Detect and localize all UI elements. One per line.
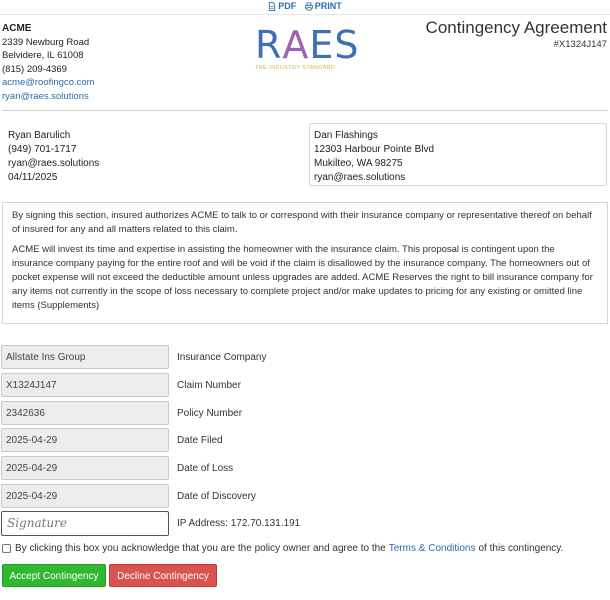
consent-text-end: of this contingency. (478, 543, 564, 554)
raes-logo (255, 23, 360, 74)
date-of-loss-label: Date of Loss (177, 462, 234, 474)
agent-address-line1: 12303 Harbour Pointe Blvd (314, 144, 435, 155)
claim-number-row (1, 373, 241, 397)
file-icon (268, 2, 276, 11)
logo-letter-e: E (309, 23, 335, 67)
ip-address-label: IP Address: 172.70.131.191 (177, 517, 301, 529)
terms-box (2, 202, 608, 324)
date-of-discovery-label: Date of Discovery (177, 490, 256, 502)
insurance-company-row (1, 345, 267, 369)
page-title: Contingency Agreement (425, 18, 607, 37)
date-filed-field[interactable] (1, 428, 169, 452)
logo-letter-s: S (334, 23, 360, 67)
logo-tagline: THE INDUSTRY STANDARD (255, 65, 336, 71)
consent-text: By clicking this box you acknowledge that you are the policy owner and agree to the (15, 543, 386, 554)
policy-number-field[interactable] (1, 401, 169, 425)
agent-address-line2: Mukilteo, WA 98275 (314, 158, 403, 169)
company-email-link-2[interactable]: ryan@raes.solutions (2, 90, 89, 102)
agent-info-box (309, 123, 607, 186)
claim-number-label: Claim Number (177, 379, 241, 391)
insurance-company-field[interactable] (1, 345, 169, 369)
terms-conditions-link[interactable]: Terms & Conditions (388, 543, 476, 554)
terms-contingency: ACME will invest its time and expertise in assisting the homeowner with the insurance claim. This proposal is contingent upon the insurance company paying for the entire roof and will be void if the claim is disallowed by the insurance company. The homeowners out of pocket expense will not exceed the deductible amount unless upgrades are added. ACME Reserves the right to bill insurance company for any items not currently in the scope of loss necessary to complete project and/or make updates to pricing for any existing or omitted line items (Supplements) (12, 244, 593, 311)
policy-number-row (1, 401, 242, 425)
insured-phone: (949) 701-1717 (8, 144, 77, 155)
top-divider (0, 14, 610, 15)
insured-email: ryan@raes.solutions (8, 158, 100, 169)
pdf-link[interactable] (268, 0, 296, 12)
company-email-link[interactable]: acme@roofingco.com (2, 77, 95, 89)
company-address-line2: Belvidere, IL 61008 (2, 50, 84, 62)
print-icon (305, 2, 313, 11)
print-label: PRINT (314, 1, 342, 11)
insurance-company-label: Insurance Company (177, 351, 267, 363)
company-name: ACME (2, 23, 32, 34)
accept-contingency-button[interactable]: Accept Contingency (2, 564, 106, 587)
policy-number-label: Policy Number (177, 407, 243, 419)
insured-info (8, 129, 99, 185)
company-phone: (815) 209-4369 (2, 63, 67, 75)
date-filed-label: Date Filed (177, 434, 223, 446)
terms-authorization: By signing this section, insured authorizes ACME to talk to or correspond with their insurance company or representative thereof on behalf of insured for any and all matters related to this claim. (12, 210, 592, 235)
document-id: #X1324J147 (553, 39, 607, 50)
agent-name: Dan Flashings (314, 130, 378, 141)
signature-row (1, 511, 300, 535)
date-filed-row (1, 428, 223, 452)
agent-email: ryan@raes.solutions (314, 172, 406, 183)
logo-letter-r: R (255, 23, 283, 67)
signature-field[interactable]: Signature (1, 511, 169, 536)
top-toolbar (0, 0, 610, 14)
date-of-loss-row (1, 456, 233, 480)
decline-contingency-button[interactable]: Decline Contingency (109, 564, 217, 587)
logo-letter-a: A (282, 23, 310, 67)
consent-row (2, 543, 563, 554)
company-address-line1: 2339 Newburg Road (2, 36, 90, 48)
date-of-discovery-row (1, 484, 256, 508)
insured-date: 04/11/2025 (8, 172, 58, 183)
header-divider (2, 110, 608, 111)
print-link[interactable] (305, 0, 342, 12)
insured-name: Ryan Barulich (8, 130, 71, 141)
pdf-label: PDF (278, 1, 297, 11)
claim-number-field[interactable] (1, 373, 169, 397)
date-of-loss-field[interactable] (1, 456, 169, 480)
company-info (2, 22, 95, 104)
date-of-discovery-field[interactable] (1, 484, 169, 508)
consent-checkbox[interactable] (2, 544, 11, 553)
